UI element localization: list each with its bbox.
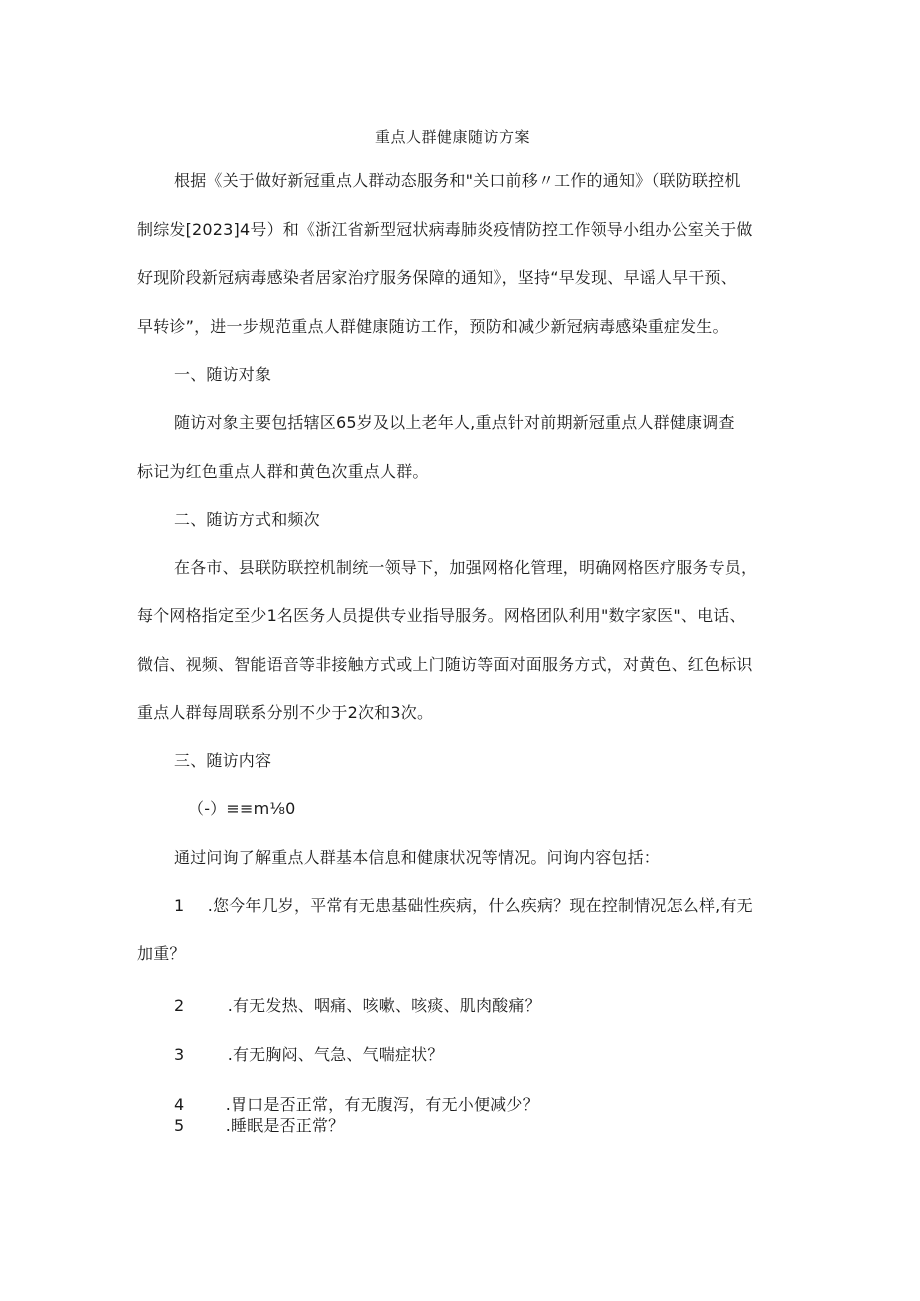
list-item-2	[174, 996, 541, 1016]
list-item-3	[174, 1045, 444, 1065]
section1-line-1: 随访对象主要包括辖区65岁及以上老年人,重点针对前期新冠重点人群健康调查	[174, 413, 735, 432]
section2-line-1: 在各市、县联防联控机制统一领导下，加强网格化管理，明确网格医疗服务专员，	[174, 558, 758, 577]
list-item-1-number: 1	[174, 896, 185, 915]
section3-heading: 三、随访内容	[174, 751, 272, 770]
section3-sub-heading: （-）≡≡m⅛0	[188, 799, 296, 818]
list-item-3-number: 3	[174, 1045, 185, 1064]
intro-line-2: 制综发[2023]4号）和《浙江省新型冠状病毒肺炎疫情防控工作领导小组办公室关于做	[137, 220, 753, 239]
document-title: 重点人群健康随访方案	[375, 128, 531, 146]
list-item-2-text: .有无发热、咽痛、咳嗽、咳痰、肌肉酸痛？	[227, 996, 541, 1015]
section2-heading: 二、随访方式和频次	[174, 510, 320, 529]
section2-line-3: 微信、视频、智能语音等非接触方式或上门随访等面对面服务方式，对黄色、红色标识	[137, 655, 753, 674]
list-item-1	[174, 896, 753, 916]
list-item-5-text: .睡眠是否正常？	[225, 1116, 345, 1135]
section2-line-2: 每个网格指定至少1名医务人员提供专业指导服务。网格团队利用"数字家医"、电话、	[137, 606, 746, 625]
list-item-5-number: 5	[174, 1116, 185, 1135]
section2-line-4: 重点人群每周联系分别不少于2次和3次。	[137, 703, 434, 722]
intro-line-1: 根据《关于做好新冠重点人群动态服务和"关口前移〃工作的通知》（联防联控机	[174, 171, 741, 190]
list-item-4-number: 4	[174, 1095, 185, 1114]
list-item-1-text: .您今年几岁，平常有无患基础性疾病，什么疾病？现在控制情况怎么样,有无	[207, 896, 753, 915]
section1-line-2: 标记为红色重点人群和黄色次重点人群。	[137, 462, 429, 481]
list-item-2-number: 2	[174, 996, 185, 1015]
list-item-5	[174, 1116, 344, 1136]
list-item-4	[174, 1095, 539, 1115]
intro-line-4: 早转诊”，进一步规范重点人群健康随访工作，预防和减少新冠病毒感染重症发生。	[137, 317, 729, 336]
list-item-3-text: .有无胸闷、气急、气喘症状？	[227, 1045, 444, 1064]
list-item-4-text: .胃口是否正常，有无腹泻，有无小便减少？	[225, 1095, 539, 1114]
list-item-1-continuation: 加重？	[137, 944, 186, 963]
section3-intro: 通过问询了解重点人群基本信息和健康状况等情况。问询内容包括：	[174, 848, 661, 867]
intro-line-3: 好现阶段新冠病毒感染者居家治疗服务保障的通知》，坚持“早发现、早谣人早干预、	[137, 268, 737, 287]
section1-heading: 一、随访对象	[174, 365, 272, 384]
